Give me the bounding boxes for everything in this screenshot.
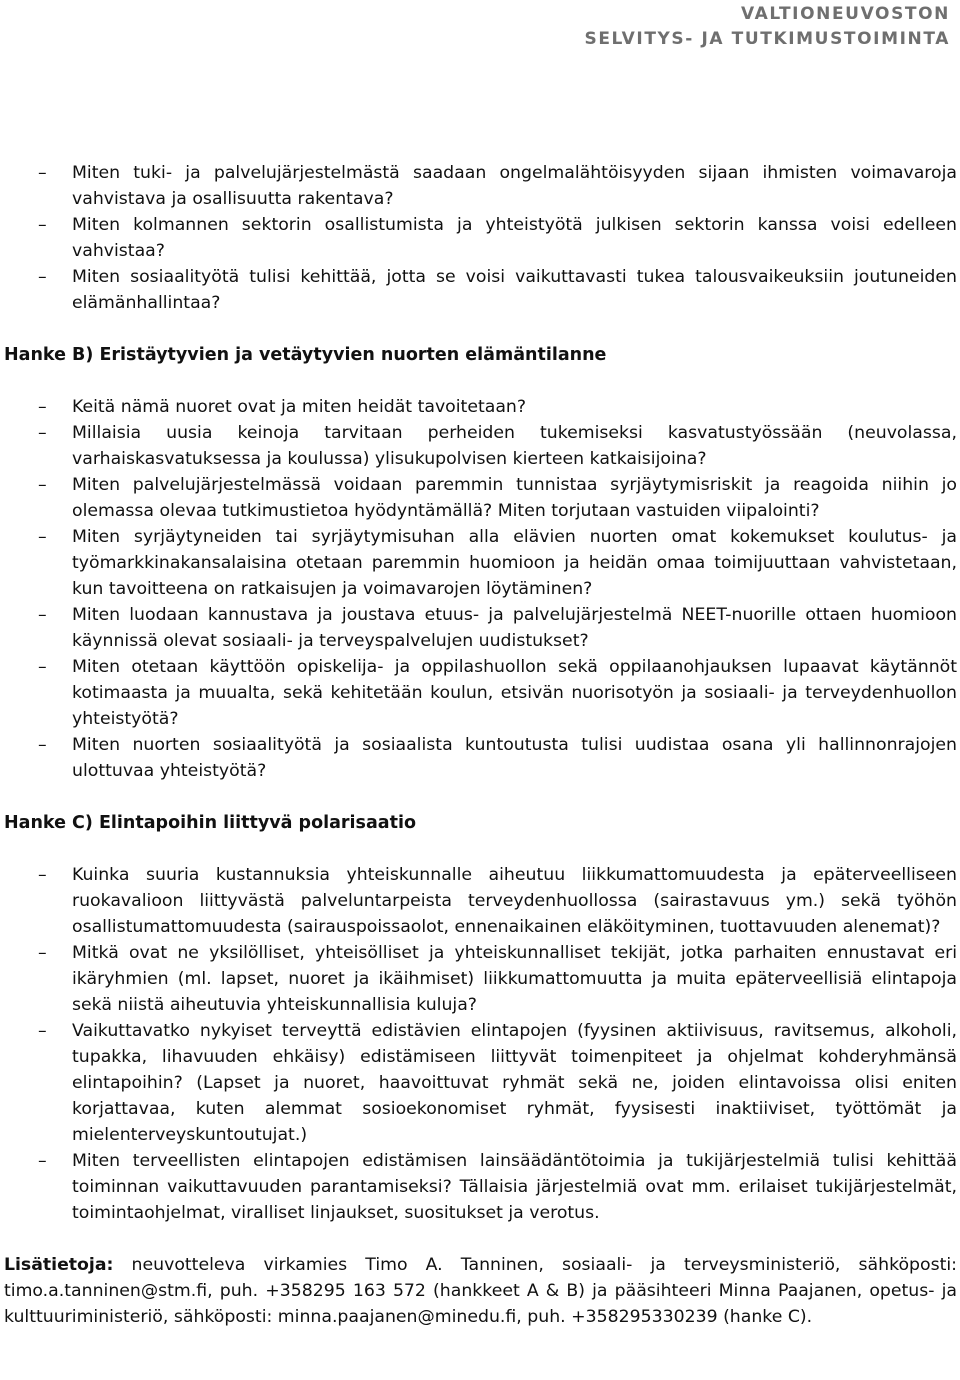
list-item	[4, 264, 957, 316]
bullet-dash: –	[38, 475, 47, 495]
section-b-heading: Hanke B) Eristäytyvien ja vetäytyvien nuorten elämäntilanne	[4, 345, 607, 365]
list-item	[4, 160, 957, 212]
bullet-dash: –	[38, 1151, 47, 1171]
section-b-list	[4, 394, 957, 784]
bullet-dash: –	[38, 865, 47, 885]
bullet-dash: –	[38, 423, 47, 443]
list-item-text: Miten terveellisten elintapojen edistämisen lainsäädäntötoimia ja tukijärjestelmiä tulisi kehittää toiminnan vaikuttavuuden parantamiseksi? Tällaisia järjestelmiä ovat mm. erilaiset tukijärjestelmät, toimintaohjelmat, viralliset linjaukset, suositukset ja verotus.	[72, 1151, 957, 1223]
list-item-text: Miten nuorten sosiaalityötä ja sosiaalista kuntoutusta tulisi uudistaa osana yli hallinnonrajojen ulottuvaa yhteistyötä?	[72, 735, 957, 781]
list-item	[4, 1148, 957, 1226]
contact-text: neuvotteleva virkamies Timo A. Tanninen, sosiaali- ja terveysministeriö, sähköposti: timo.a.tanninen@stm.fi, puh. +358295 163 572 (hankkeet A & B) ja pääsihteeri Minna Paajanen, opetus- ja kulttuuriministeriö, sähköposti: minna.paajanen@minedu.fi, puh. +358295330239 (hanke C).	[4, 1255, 957, 1327]
bullet-dash: –	[38, 215, 47, 235]
list-item-text: Miten tuki- ja palvelujärjestelmästä saadaan ongelmalähtöisyyden sijaan ihmisten voimavaroja vahvistava ja osallisuutta rakentava?	[72, 163, 957, 209]
list-item	[4, 732, 957, 784]
list-item	[4, 1018, 957, 1148]
logo-line-2: SELVITYS- JA TUTKIMUSTOIMINTA	[584, 29, 950, 49]
bullet-dash: –	[38, 527, 47, 547]
section-c-heading: Hanke C) Elintapoihin liittyvä polarisaatio	[4, 813, 416, 833]
bullet-dash: –	[38, 735, 47, 755]
bullet-dash: –	[38, 163, 47, 183]
list-item	[4, 602, 957, 654]
bullet-dash: –	[38, 267, 47, 287]
list-item	[4, 654, 957, 732]
bullet-dash: –	[38, 1021, 47, 1041]
list-item-text: Vaikuttavatko nykyiset terveyttä edistävien elintapojen (fyysinen aktiivisuus, ravitsemus, alkoholi, tupakka, lihavuuden ehkäisy) edistämiseen liittyvät toimenpiteet ja ohjelmat kohderyhmänsä elintapoihin? (Lapset ja nuoret, haavoittuvat ryhmät sekä ne, joiden elintavoissa olisi eniten korjattavaa, kuten alemmat sosioekonomiset ryhmät, fyysisesti inaktiiviset, työttömät ja mielenterveyskuntoutujat.)	[72, 1021, 957, 1145]
document-body	[4, 160, 957, 1330]
bullet-dash: –	[38, 657, 47, 677]
list-item	[4, 394, 957, 420]
list-item	[4, 420, 957, 472]
intro-list	[4, 160, 957, 316]
list-item	[4, 212, 957, 264]
contact-info	[4, 1252, 957, 1330]
bullet-dash: –	[38, 605, 47, 625]
list-item-text: Mitkä ovat ne yksilölliset, yhteisölliset ja yhteiskunnalliset tekijät, jotka parhaiten ennustavat eri ikäryhmien (ml. lapset, nuoret ja ikäihmiset) liikkumattomuutta ja muita epäterveellisiä elintapoja sekä niistä aiheutuvia yhteiskunnallisia kuluja?	[72, 943, 957, 1015]
list-item-text: Keitä nämä nuoret ovat ja miten heidät tavoitetaan?	[72, 397, 527, 417]
bullet-dash: –	[38, 397, 47, 417]
logo-line-1: VALTIONEUVOSTON	[740, 4, 950, 24]
list-item	[4, 472, 957, 524]
list-item-text: Miten kolmannen sektorin osallistumista ja yhteistyötä julkisen sektorin kanssa voisi edelleen vahvistaa?	[72, 215, 957, 261]
logo	[585, 2, 951, 52]
list-item-text: Miten palvelujärjestelmässä voidaan paremmin tunnistaa syrjäytymisriskit ja reagoida niihin jo olemassa olevaa tutkimustietoa hyödyntämällä? Miten torjutaan vastuiden viipalointi?	[72, 475, 957, 521]
list-item	[4, 524, 957, 602]
list-item	[4, 862, 957, 940]
list-item-text: Kuinka suuria kustannuksia yhteiskunnalle aiheutuu liikkumattomuudesta ja epäterveelliseen ruokavalioon liittyvästä palveluntarpeista terveydenhuollossa (sairastavuus ym.) sekä työhön osallistumattomuudesta (sairauspoissaolot, ennenaikainen eläköityminen, tuottavuuden alenemat)?	[72, 865, 957, 937]
section-c-list	[4, 862, 957, 1226]
contact-label: Lisätietoja:	[4, 1255, 114, 1275]
list-item-text: Miten syrjäytyneiden tai syrjäytymisuhan alla elävien nuorten omat kokemukset koulutus- ja työmarkkinakansalaisina otetaan paremmin huomioon ja heidän omaa toimijuuttaan vahvistetaan, kun tavoitteena on ratkaisujen ja voimavarojen löytäminen?	[72, 527, 957, 599]
bullet-dash: –	[38, 943, 47, 963]
list-item-text: Miten sosiaalityötä tulisi kehittää, jotta se voisi vaikuttavasti tukea talousvaikeuksiin joutuneiden elämänhallintaa?	[72, 267, 957, 313]
list-item	[4, 940, 957, 1018]
list-item-text: Millaisia uusia keinoja tarvitaan perheiden tukemiseksi kasvatustyössään (neuvolassa, varhaiskasvatuksessa ja koulussa) ylisukupolvisen kierteen katkaisijoina?	[72, 423, 957, 469]
list-item-text: Miten luodaan kannustava ja joustava etuus- ja palvelujärjestelmä NEET-nuorille ottaen huomioon käynnissä olevat sosiaali- ja terveyspalvelujen uudistukset?	[72, 605, 957, 651]
list-item-text: Miten otetaan käyttöön opiskelija- ja oppilashuollon sekä oppilaanohjauksen lupaavat käytännöt kotimaasta ja muualta, sekä kehitetään koulun, etsivän nuorisotyön ja sosiaali- ja terveydenhuollon yhteistyötä?	[72, 657, 957, 729]
